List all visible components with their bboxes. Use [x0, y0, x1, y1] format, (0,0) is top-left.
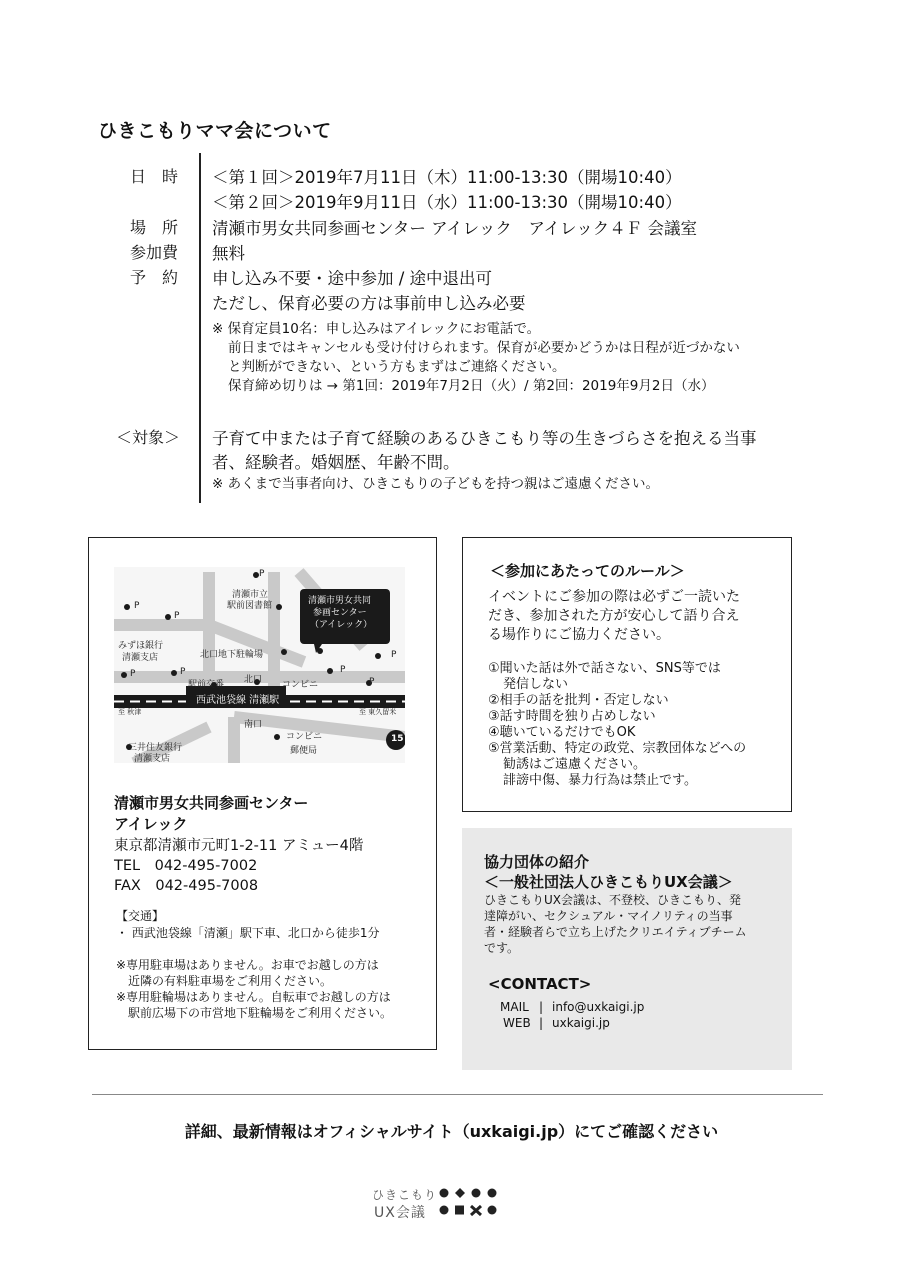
map-to-right: 至 東久留米	[359, 708, 397, 716]
mail-address[interactable]: info@uxkaigi.jp	[552, 1000, 645, 1014]
map-parking: P	[369, 677, 375, 687]
childcare-note-3: と判断ができない、という方もまずはご連絡ください。	[228, 359, 566, 375]
map-callout-2: 参画センター	[313, 608, 367, 618]
rules-intro-1: イベントにご参加の際は必ずご一読いた	[488, 589, 740, 605]
rule-5a: ⑤営業活動、特定の政党、宗教団体などへの	[488, 741, 747, 756]
rules-intro-2: だき、参加された方が安心して語り合え	[488, 608, 740, 624]
fee-value: 無料	[212, 244, 245, 263]
bike-note-2: 駅前広場下の市営地下駐輪場をご利用ください。	[128, 1006, 393, 1020]
rule-3: ③話す時間を独り占めしない	[488, 709, 656, 724]
map-mizuho-1: みずほ銀行	[118, 641, 164, 651]
contact-title: <CONTACT>	[488, 975, 592, 993]
map-mizuho-2: 清瀬支店	[122, 653, 159, 663]
rule-5c: 誹謗中傷、暴力行為は禁止です。	[503, 773, 697, 788]
map-convenience-2: コンビニ	[286, 732, 323, 742]
map-callout-1: 清瀬市男女共同	[308, 596, 372, 606]
map-library-1: 清瀬市立	[232, 590, 269, 600]
transport-info: ・ 西武池袋線「清瀬」駅下車、北口から徒歩1分	[116, 926, 380, 940]
map-parking: P	[130, 669, 136, 679]
rule-2: ②相手の話を批判・否定しない	[488, 693, 669, 708]
area-map	[114, 567, 405, 763]
partner-title: 協力団体の紹介	[484, 853, 590, 871]
target-line1: 子育て中または子育て経験のあるひきこもり等の生きづらさを抱える当事	[212, 429, 757, 448]
map-to-left: 至 秋津	[118, 708, 142, 716]
date-first: ＜第１回＞2019年7月11日（木）11:00-13:30（開場10:40）	[212, 168, 682, 187]
parking-note-1: ※専用駐車場はありません。お車でお越しの方は	[116, 958, 379, 972]
footer-notice: 詳細、最新情報はオフィシャルサイト（uxkaigi.jp）にてご確認ください	[184, 1122, 719, 1141]
separator: |	[539, 1000, 544, 1014]
childcare-note-2: 前日まではキャンセルも受け付けられます。保育が必要かどうかは日程が近づかない	[228, 340, 740, 356]
childcare-note-4: 保育締め切りは → 第1回：2019年7月2日（火）/ 第2回：2019年9月2日（水）	[228, 378, 715, 394]
rule-1a: ①聞いた話は外で話さない、SNS等では	[488, 661, 721, 676]
partner-desc-1: ひきこもりUX会議は、不登校、ひきこもり、発	[484, 893, 742, 907]
map-parking: P	[259, 569, 265, 579]
bike-note-1: ※専用駐輪場はありません。自転車でお越しの方は	[116, 990, 391, 1004]
page-title: ひきこもりママ会について	[98, 120, 332, 142]
center-name-2: アイレック	[114, 815, 188, 833]
map-convenience-1: コンビニ	[282, 680, 319, 690]
target-note: ※ あくまで当事者向け、ひきこもりの子どもを持つ親はご遠慮ください。	[212, 476, 660, 492]
map-post-office: 郵便局	[290, 746, 318, 756]
map-koban: 駅前交番	[188, 680, 225, 690]
rules-intro-3: る場作りにご協力ください。	[488, 627, 670, 643]
map-station: 西武池袋線 清瀬駅	[196, 695, 280, 706]
reserve-label: 予 約	[130, 268, 179, 287]
parking-note-2: 近隣の有料駐車場をご利用ください。	[128, 974, 333, 988]
logo-text-2: UX会議	[374, 1205, 426, 1221]
separator: |	[539, 1016, 544, 1030]
center-address: 東京都清瀬市元町1-2-11 アミュー4階	[114, 838, 364, 854]
map-south-exit: 南口	[244, 720, 263, 730]
logo-mark	[438, 1186, 512, 1218]
reserve-line2: ただし、保育必要の方は事前申し込み必要	[212, 294, 526, 313]
place-value: 清瀬市男女共同参画センター アイレック アイレック４Ｆ 会議室	[212, 219, 698, 238]
place-label: 場 所	[130, 218, 179, 237]
target-line2: 者、経験者。婚姻歴、年齢不問。	[212, 453, 460, 472]
fee-label: 参加費	[130, 243, 179, 262]
map-parking: P	[340, 665, 346, 675]
date-second: ＜第２回＞2019年9月11日（水）11:00-13:30（開場10:40）	[212, 193, 682, 212]
center-name-1: 清瀬市男女共同参画センター	[114, 794, 309, 812]
partner-desc-2: 達障がい、セクシュアル・マイノリティの当事	[484, 909, 733, 923]
footer-divider	[92, 1094, 823, 1095]
map-north-exit: 北口	[244, 675, 263, 685]
target-label: ＜対象＞	[116, 428, 181, 447]
map-bike-parking: 北口地下駐輪場	[200, 650, 264, 660]
rules-title: ＜参加にあたってのルール＞	[490, 562, 685, 580]
map-callout-3: （アイレック）	[310, 620, 373, 630]
map-parking: P	[391, 650, 397, 660]
center-tel: TEL 042-495-7002	[114, 858, 258, 874]
partner-desc-4: です。	[484, 941, 520, 955]
map-library-2: 駅前図書館	[227, 601, 273, 611]
map-smbc-1: 三井住友銀行	[128, 743, 183, 753]
map-parking: P	[180, 667, 186, 677]
rule-4: ④聴いているだけでもOK	[488, 725, 636, 740]
map-route-number: 15	[391, 734, 404, 744]
partner-org: ＜一般社団法人ひきこもりUX会議＞	[484, 873, 733, 891]
rule-5b: 勧誘はご遠慮ください。	[503, 757, 647, 772]
map-parking: P	[134, 601, 140, 611]
partner-desc-3: 者・経験者らで立ち上げたクリエイティブチーム	[484, 925, 747, 939]
logo-text-1: ひきこもり	[372, 1188, 438, 1202]
reserve-line1: 申し込み不要・途中参加 / 途中退出可	[212, 269, 493, 288]
web-address[interactable]: uxkaigi.jp	[552, 1016, 610, 1030]
rule-1b: 発信しない	[503, 677, 569, 692]
mail-label: MAIL	[500, 1000, 529, 1014]
childcare-note-1: ※ 保育定員10名：申し込みはアイレックにお電話で。	[212, 321, 541, 337]
map-smbc-2: 清瀬支店	[134, 754, 171, 763]
date-label: 日 時	[130, 167, 179, 186]
web-label: WEB	[503, 1016, 531, 1030]
center-fax: FAX 042-495-7008	[114, 878, 259, 894]
divider-line	[199, 153, 201, 503]
map-parking: P	[174, 611, 180, 621]
transport-heading: 【交通】	[116, 909, 165, 923]
